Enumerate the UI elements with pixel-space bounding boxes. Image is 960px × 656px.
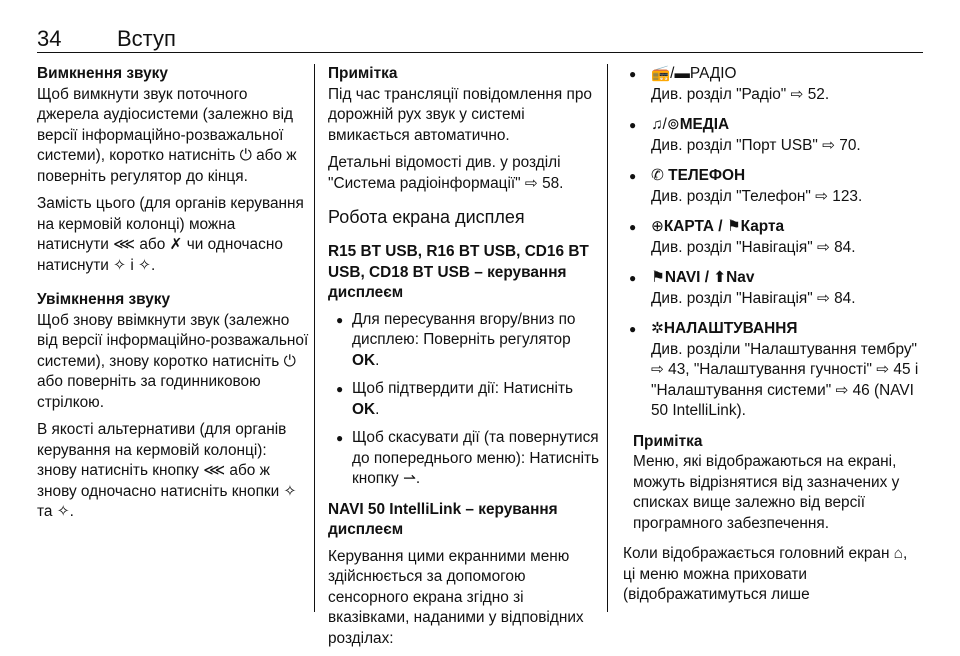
bullet-icon: ●	[629, 220, 637, 234]
menu-item-description: Див. розділ "Радіо" ⇨ 52.	[651, 85, 830, 103]
note-block	[623, 432, 923, 535]
bullet-icon: ●	[629, 322, 637, 336]
note-paragraph: Меню, які відображаються на екрані, можуть відрізнятися від зазначених у списках вище залежно від версії програмного забезпечення.	[633, 453, 900, 532]
menu-item-description: Див. розділи "Налаштування тембру" ⇨ 43, "Налаштування гучності" ⇨ 45 і "Налаштування системи" ⇨ 46 (NAVI 50 IntelliLink).	[651, 340, 919, 419]
note-paragraph-1: Під час трансляції повідомлення про дорожній рух звук у системі вмикається автоматично.	[328, 85, 592, 144]
note-heading: Примітка	[328, 65, 398, 82]
ok-label: OK	[352, 351, 376, 369]
flag-icon: ⚑	[651, 269, 665, 286]
gear-icon: ✲	[651, 320, 664, 337]
bullet-icon: ●	[629, 118, 637, 132]
final-paragraph: Коли відображається головний екран ⌂, ці меню можна приховати (відображатимуться лише	[623, 545, 908, 603]
control-list	[328, 310, 600, 490]
menu-item-radio	[623, 64, 923, 105]
mute-paragraph-2: Замість цього (для органів керування на кермовій колонці) можна натиснути ⋘ або ✗ чи одночасно натиснути ✧ і ✧.	[37, 195, 304, 274]
subsection-paragraph: Керування цими екранними меню здійснюється за допомогою сенсорного екрана згідно зі вказівками, наданими у відповідних розділах:	[328, 547, 584, 647]
subsection-heading-2: NAVI 50 IntelliLink – керування дисплеєм	[328, 500, 558, 538]
menu-item-description: Див. розділ "Телефон" ⇨ 123.	[651, 187, 863, 205]
note-heading: Примітка	[633, 432, 703, 450]
list-item: ● Щоб підтвердити дії: Натисніть OK.	[328, 379, 600, 420]
menu-item-description: Див. розділ "Навігація" ⇨ 84.	[651, 238, 856, 256]
menu-item-media	[623, 115, 923, 156]
menu-item-phone	[623, 166, 923, 207]
menu-item-label: NAVI / ⬆Nav	[664, 269, 755, 286]
menu-item-description: Див. розділ "Навігація" ⇨ 84.	[651, 289, 856, 307]
list-item	[328, 428, 600, 490]
radio-icon: 📻/▬РАДІО	[651, 65, 737, 82]
menu-item-map	[623, 217, 923, 258]
unmute-paragraph-1: Щоб знову ввімкнути звук (залежно від версії інформаційно-розважальної системи), знову коротко натисніть ⏻ або поверніть за годинниковою стрілкою.	[37, 311, 309, 411]
chapter-title: Вступ	[117, 26, 176, 51]
note-paragraph-2: Детальні відомості див. у розділі "Система радіоінформації" ⇨ 58.	[328, 154, 564, 192]
ok-label: OK	[352, 400, 376, 418]
mute-paragraph-1: Щоб вимкнути звук поточного джерела аудіосистеми (залежно від версії інформаційно-розважальної системи), коротко натисніть ⏻ або ж поверніть регулятор до кінця.	[37, 85, 297, 185]
music-icon: ♫/⊚	[651, 116, 680, 133]
globe-icon: ⊕	[651, 218, 664, 235]
bullet-icon: ●	[629, 169, 637, 183]
phone-icon: ✆	[651, 167, 664, 184]
subsection-heading-1: R15 BT USB, R16 BT USB, CD16 BT USB, CD18 BT USB – керування дисплеєм	[328, 243, 589, 301]
bullet-text: Щоб скасувати дії (та повернутися до попереднього меню): Натисніть кнопку ⇀.	[352, 429, 600, 487]
column-2	[328, 64, 600, 656]
bullet-text: Щоб підтвердити дії: Натисніть	[352, 380, 574, 397]
column-divider-2	[607, 64, 608, 612]
menu-item-label: ТЕЛЕФОН	[663, 167, 746, 184]
mute-heading: Вимкнення звуку	[37, 65, 168, 82]
list-item: ● Для пересування вгору/вниз по дисплею: Поверніть регулятор OK.	[328, 310, 600, 372]
menu-item-label: МЕДІА	[679, 116, 730, 133]
column-3	[623, 64, 923, 613]
bullet-icon: ●	[629, 271, 637, 285]
menu-item-settings	[623, 319, 923, 422]
menu-item-label: НАЛАШТУВАННЯ	[663, 320, 798, 337]
page-number: 34	[37, 26, 62, 51]
header-rule	[37, 52, 923, 53]
menu-item-description: Див. розділ "Порт USB" ⇨ 70.	[651, 136, 861, 154]
section-title: Робота екрана дисплея	[328, 207, 525, 227]
menu-item-navi	[623, 268, 923, 309]
unmute-paragraph-2: В якості альтернативи (для органів керування на кермовій колонці): знову натисніть кнопку ⋘ або ж знову одночасно натисніть кнопки ✧ та ✧.	[37, 421, 297, 520]
column-divider-1	[314, 64, 315, 612]
bullet-icon: ●	[629, 67, 637, 81]
page-header	[37, 18, 923, 54]
menu-item-label: КАРТА / ⚑Карта	[663, 218, 785, 235]
bullet-text: Для пересування вгору/вниз по дисплею: Поверніть регулятор	[352, 310, 576, 348]
unmute-heading: Увімкнення звуку	[37, 291, 171, 308]
column-1	[37, 64, 309, 530]
